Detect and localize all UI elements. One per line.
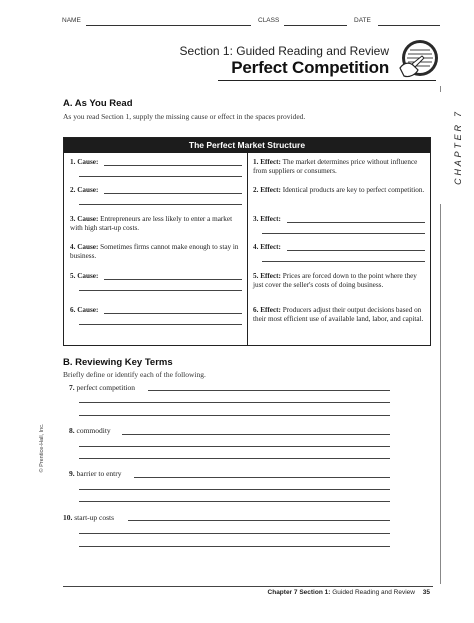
cause-2-answer-line-1[interactable] [104, 193, 242, 194]
cause-2-answer-line-2[interactable] [79, 204, 242, 205]
term-7-answer-line-1[interactable] [148, 390, 390, 391]
section-b-instructions: Briefly define or identify each of the following. [63, 370, 206, 379]
section-title: Section 1: Guided Reading and Review [179, 44, 389, 58]
term-8-answer-line-1[interactable] [122, 434, 390, 435]
term-9-answer-line-3[interactable] [79, 501, 390, 502]
effect-4-answer-line-2[interactable] [262, 261, 425, 262]
date-label: DATE [354, 17, 371, 24]
cause-1: 1. Cause: [70, 158, 99, 166]
table-title: The Perfect Market Structure [64, 138, 430, 153]
effect-3: 3. Effect: [253, 215, 281, 223]
term-9: 9. barrier to entry [69, 469, 122, 478]
date-field[interactable] [378, 25, 440, 26]
class-field[interactable] [284, 25, 347, 26]
effect-3-answer-line-1[interactable] [287, 222, 425, 223]
class-label: CLASS [258, 17, 280, 24]
cause-6: 6. Cause: [70, 306, 99, 314]
copyright-notice: © Prentice-Hall, Inc. [39, 423, 45, 473]
title-divider [218, 80, 436, 81]
term-9-answer-line-2[interactable] [79, 489, 390, 490]
term-8-answer-line-2[interactable] [79, 446, 390, 447]
term-7-answer-line-3[interactable] [79, 415, 390, 416]
student-info-header [62, 17, 440, 29]
chapter-tab [440, 92, 474, 204]
section-a-instructions: As you read Section 1, supply the missing cause or effect in the spaces provided. [63, 112, 306, 121]
name-field[interactable] [86, 25, 251, 26]
term-7: 7. perfect competition [69, 383, 136, 392]
effect-4-answer-line-1[interactable] [287, 250, 425, 251]
effect-3-answer-line-2[interactable] [262, 233, 425, 234]
cause-6-answer-line-1[interactable] [104, 313, 242, 314]
term-10-answer-line-2[interactable] [79, 533, 390, 534]
page-number: 35 [422, 589, 430, 596]
term-8: 8. commodity [69, 426, 111, 435]
cause-1-answer-line-1[interactable] [104, 165, 242, 166]
name-label: NAME [62, 17, 81, 24]
cause-5-answer-line-2[interactable] [79, 290, 242, 291]
term-9-answer-line-1[interactable] [134, 477, 390, 478]
term-10: 10. start-up costs [63, 513, 115, 522]
cause-5: 5. Cause: [70, 272, 99, 280]
effect-4: 4. Effect: [253, 243, 281, 251]
section-a-heading: A. As You Read [63, 98, 133, 109]
cause-4: 4. Cause: Sometimes firms cannot make enough to stay in business. [70, 243, 239, 260]
term-10-answer-line-3[interactable] [79, 546, 390, 547]
page-footer [268, 589, 430, 596]
guided-reading-logo-icon [396, 38, 440, 80]
footer-title: Guided Reading and Review [332, 589, 415, 596]
footer-divider [63, 586, 433, 587]
effect-5: 5. Effect: Prices are forced down to the point where they just cover the seller's costs of doing business. [253, 272, 417, 289]
sidebar-rule-bottom [440, 204, 441, 584]
effect-2: 2. Effect: Identical products are key to perfect competition. [253, 186, 425, 194]
effect-1: 1. Effect: The market determines price without influence from suppliers or consumers. [253, 158, 418, 175]
term-7-answer-line-2[interactable] [79, 402, 390, 403]
cause-effect-table [63, 137, 431, 346]
term-8-answer-line-3[interactable] [79, 458, 390, 459]
effect-6: 6. Effect: Producers adjust their output decisions based on their most efficient use of available land, labor, and capital. [253, 306, 424, 323]
cause-1-answer-line-2[interactable] [79, 176, 242, 177]
cause-5-answer-line-1[interactable] [104, 279, 242, 280]
cause-6-answer-line-2[interactable] [79, 324, 242, 325]
table-column-divider [247, 153, 248, 345]
page-title: Perfect Competition [231, 58, 389, 77]
cause-3: 3. Cause: Entrepreneurs are less likely to enter a market with high start-up costs. [70, 215, 233, 232]
term-10-answer-line-1[interactable] [128, 520, 390, 521]
footer-chapter: Chapter 7 Section 1: [267, 589, 331, 596]
section-b-heading: B. Reviewing Key Terms [63, 357, 173, 368]
chapter-tab-label: CHAPTER 7 [453, 109, 463, 185]
cause-2: 2. Cause: [70, 186, 99, 194]
